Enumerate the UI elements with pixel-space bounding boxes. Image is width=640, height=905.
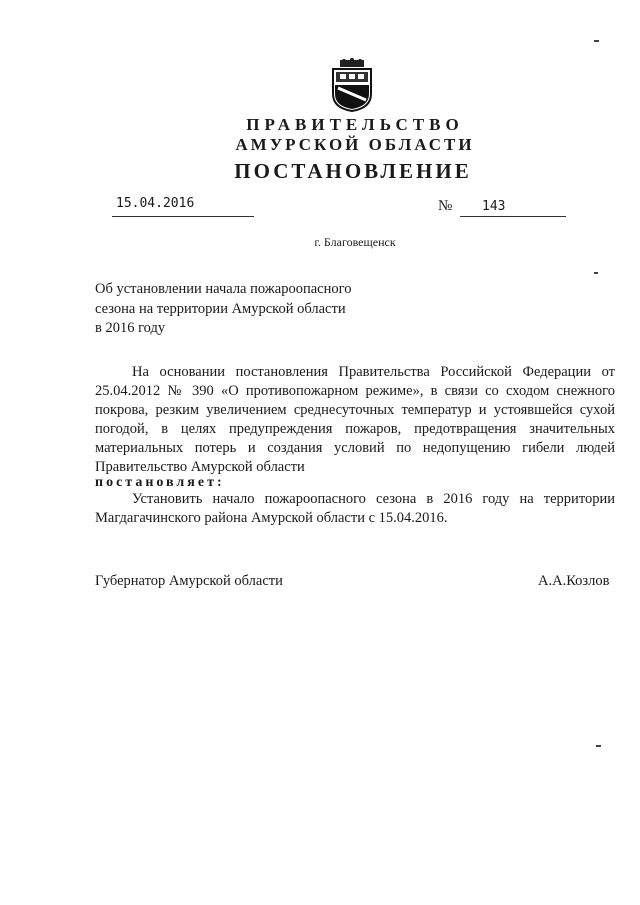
- document-kind: ПОСТАНОВЛЕНИЕ: [234, 159, 472, 183]
- scan-speck: [596, 745, 601, 747]
- number-label: №: [438, 198, 453, 214]
- signatory-position: Губернатор Амурской области: [95, 573, 283, 589]
- document-subject: Об установлении начала пожароопасного сезона на территории Амурской области в 2016 году: [95, 281, 352, 336]
- city: г. Благовещенск: [314, 235, 396, 249]
- body-paragraph-2: Установить начало пожароопасного сезона в 2016 году на территории Магдагачинского района Амурской области с 15.04.2016.: [95, 491, 615, 526]
- document-number: 143: [482, 199, 506, 214]
- scan-speck: [594, 272, 598, 274]
- government-title: ПРАВИТЕЛЬСТВО: [246, 115, 464, 134]
- scan-speck: [594, 40, 599, 42]
- coat-of-arms-icon: [330, 58, 374, 112]
- government-region: АМУРСКОЙ ОБЛАСТИ: [235, 135, 475, 154]
- body-paragraph-1: На основании постановления Правительства Российской Федерации от 25.04.2012 № 390 «О противопожарном режиме», в связи со сходом снежного покрова, резким увеличением среднесуточных температур и устоявшейся сухой погодой, в целях предупреждения пожаров, предотвращения значительных материальных потерь и создания условий по недопущению гибели людей Правительство Амурской области: [95, 364, 615, 475]
- document-date: 15.04.2016: [116, 196, 195, 211]
- number-field: [460, 198, 566, 217]
- resolves-heading: постановляет:: [95, 475, 225, 490]
- signatory-name: А.А.Козлов: [538, 573, 610, 589]
- date-field: [112, 196, 254, 217]
